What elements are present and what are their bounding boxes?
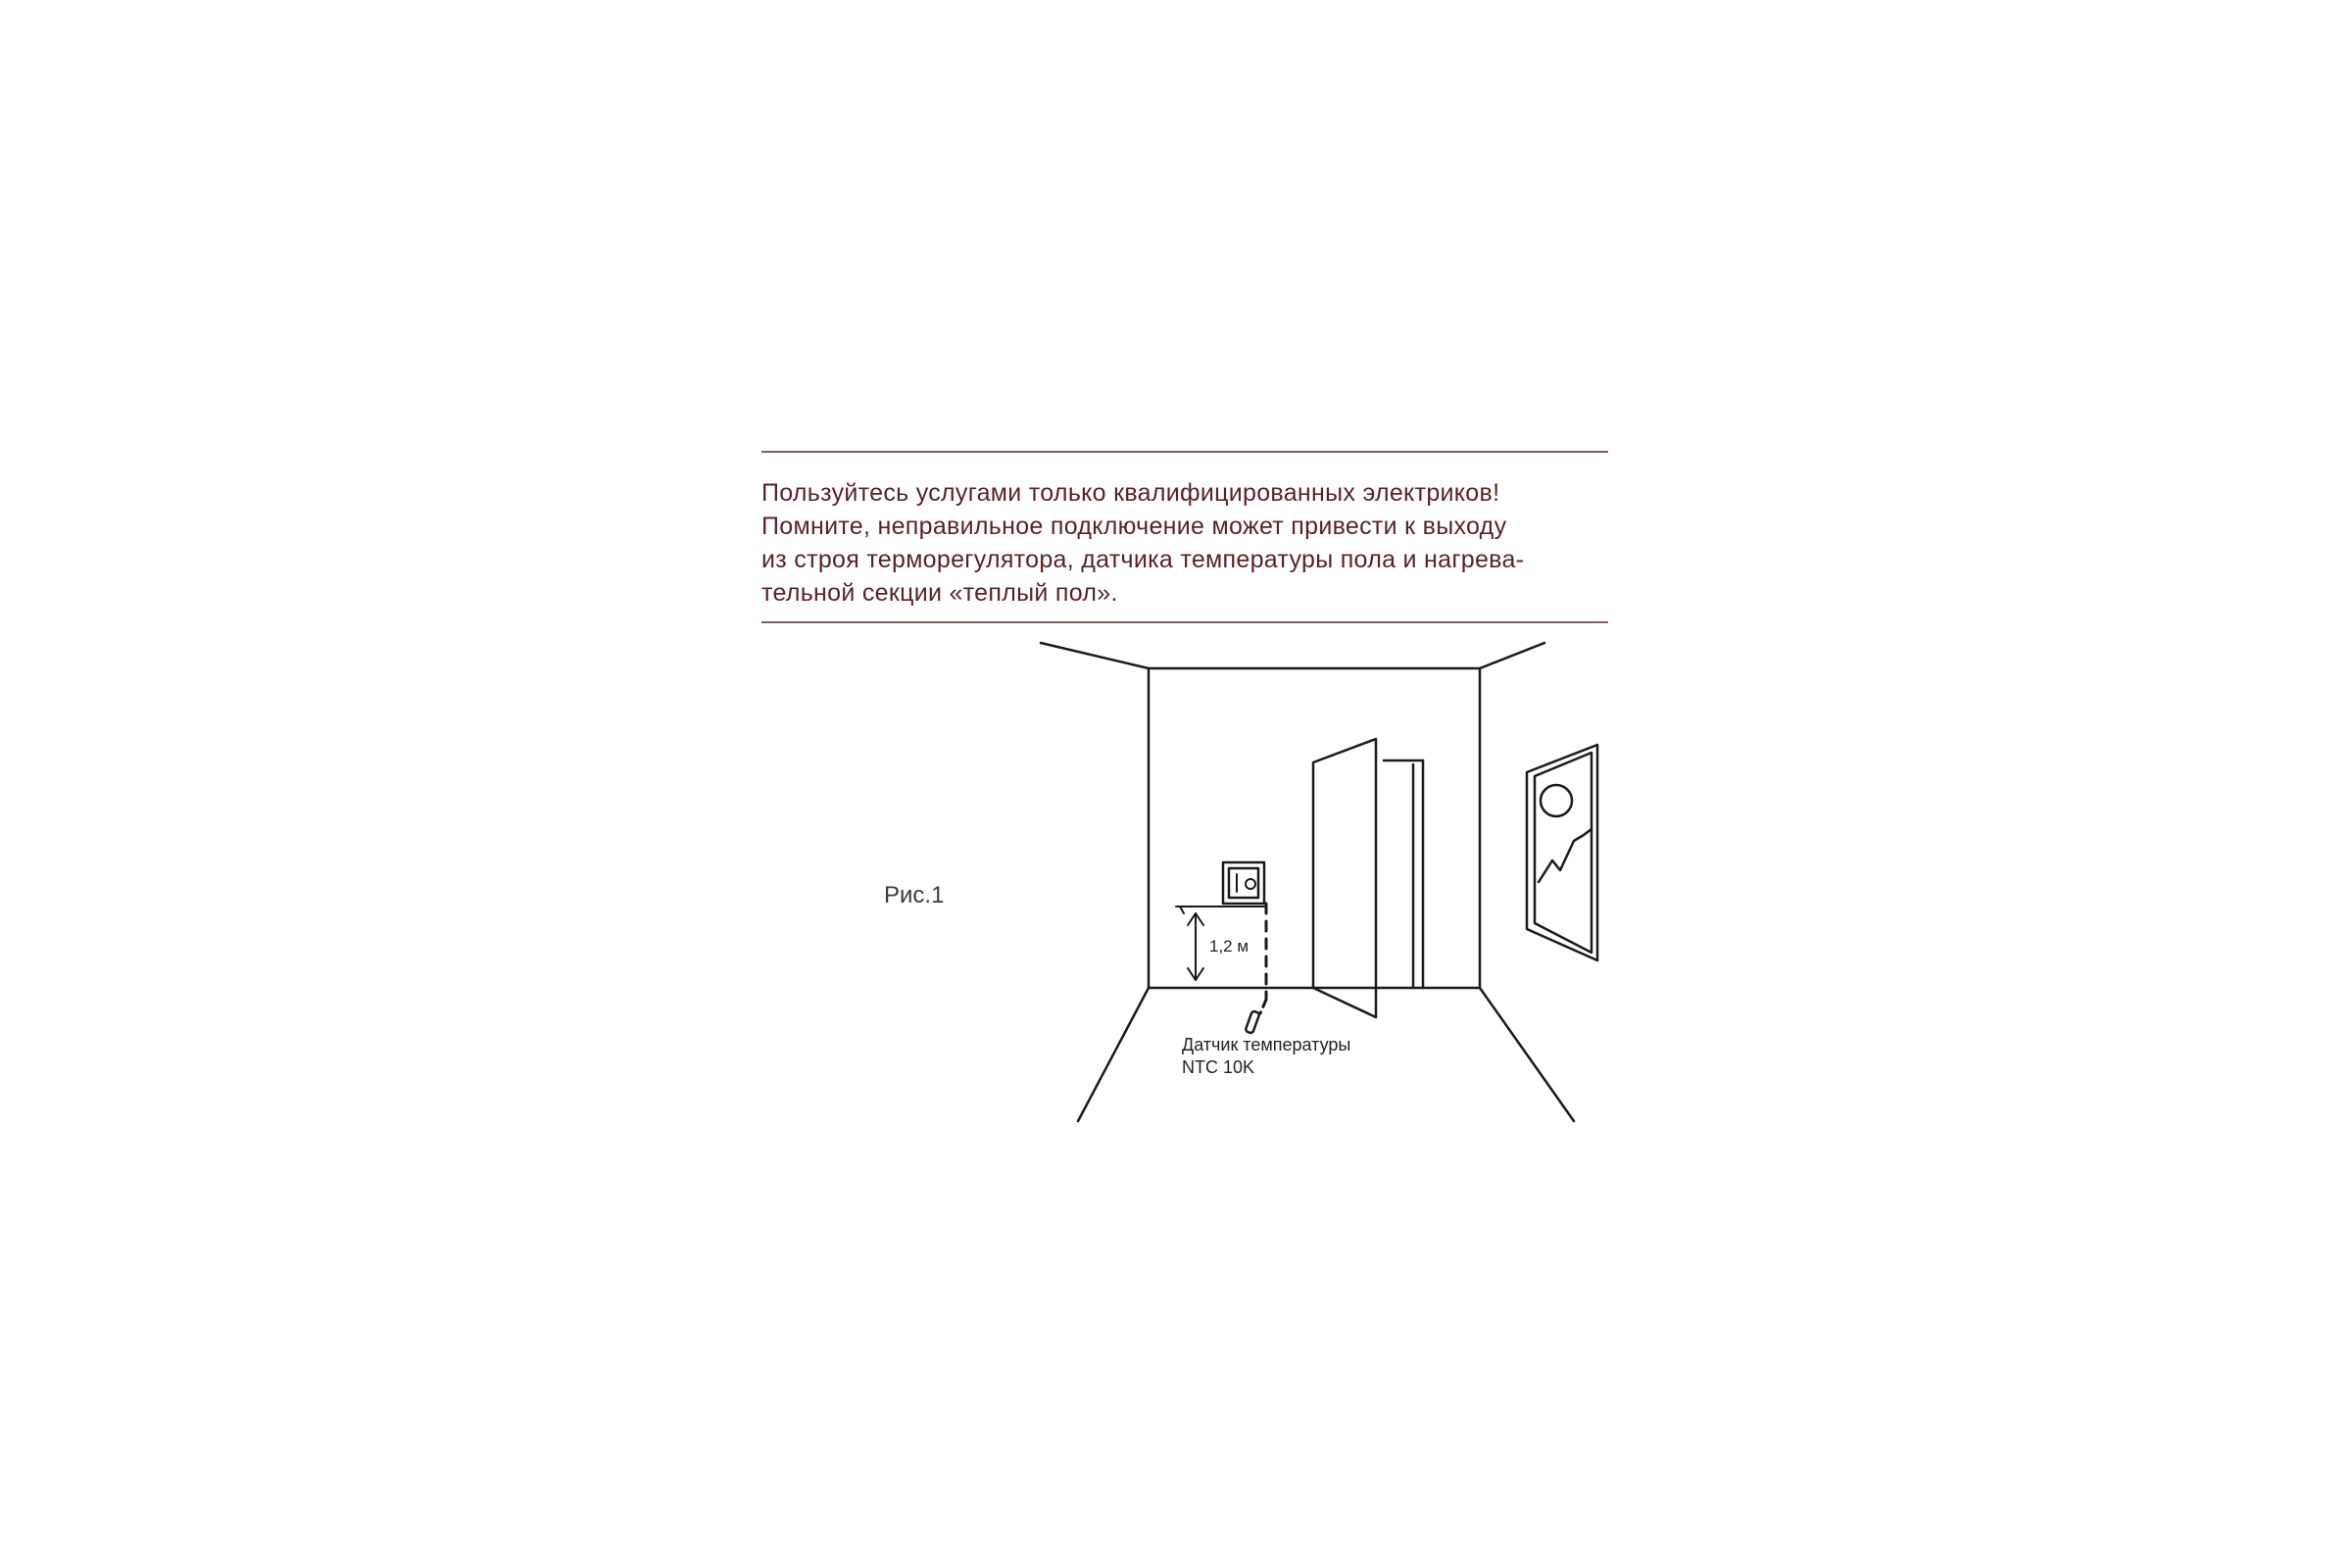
height-mark-label: 1,2 м <box>1209 937 1250 956</box>
height-reference-tick <box>1180 906 1184 913</box>
top-divider <box>761 451 1608 453</box>
picture-mountains <box>1539 829 1592 882</box>
sensor-label-line2: NTC 10K <box>1182 1057 1255 1077</box>
thermostat-face <box>1229 868 1258 898</box>
warning-paragraph <box>761 476 1624 610</box>
sensor-label-line1: Датчик температуры <box>1182 1035 1351 1054</box>
ceiling-edge-right <box>1480 643 1544 668</box>
floor-edge-right <box>1480 988 1574 1121</box>
warning-line: из строя терморегулятора, датчика температуры пола и нагрева- <box>761 546 1525 573</box>
temperature-sensor-probe <box>1245 1010 1259 1033</box>
warning-line: тельной секции «теплый пол». <box>761 579 1118 607</box>
ceiling-edge-left <box>1041 643 1149 668</box>
thermostat-knob-icon <box>1246 879 1255 889</box>
bottom-divider <box>761 621 1608 623</box>
room-drawing <box>1019 627 1607 1137</box>
picture-sun <box>1541 785 1572 816</box>
picture-frame-inner <box>1535 753 1592 953</box>
floor-edge-left <box>1078 988 1149 1121</box>
sensor-cable-tail <box>1260 1000 1266 1013</box>
room-illustration <box>1019 627 1607 1137</box>
warning-line: Пользуйтесь услугами только квалифицированных электриков! <box>761 479 1500 507</box>
warning-line: Помните, неправильное подключение может привести к выходу <box>761 513 1507 540</box>
door-leaf <box>1313 739 1376 1017</box>
figure-label: Рис.1 <box>884 882 945 908</box>
picture-frame-outer <box>1527 745 1597 960</box>
